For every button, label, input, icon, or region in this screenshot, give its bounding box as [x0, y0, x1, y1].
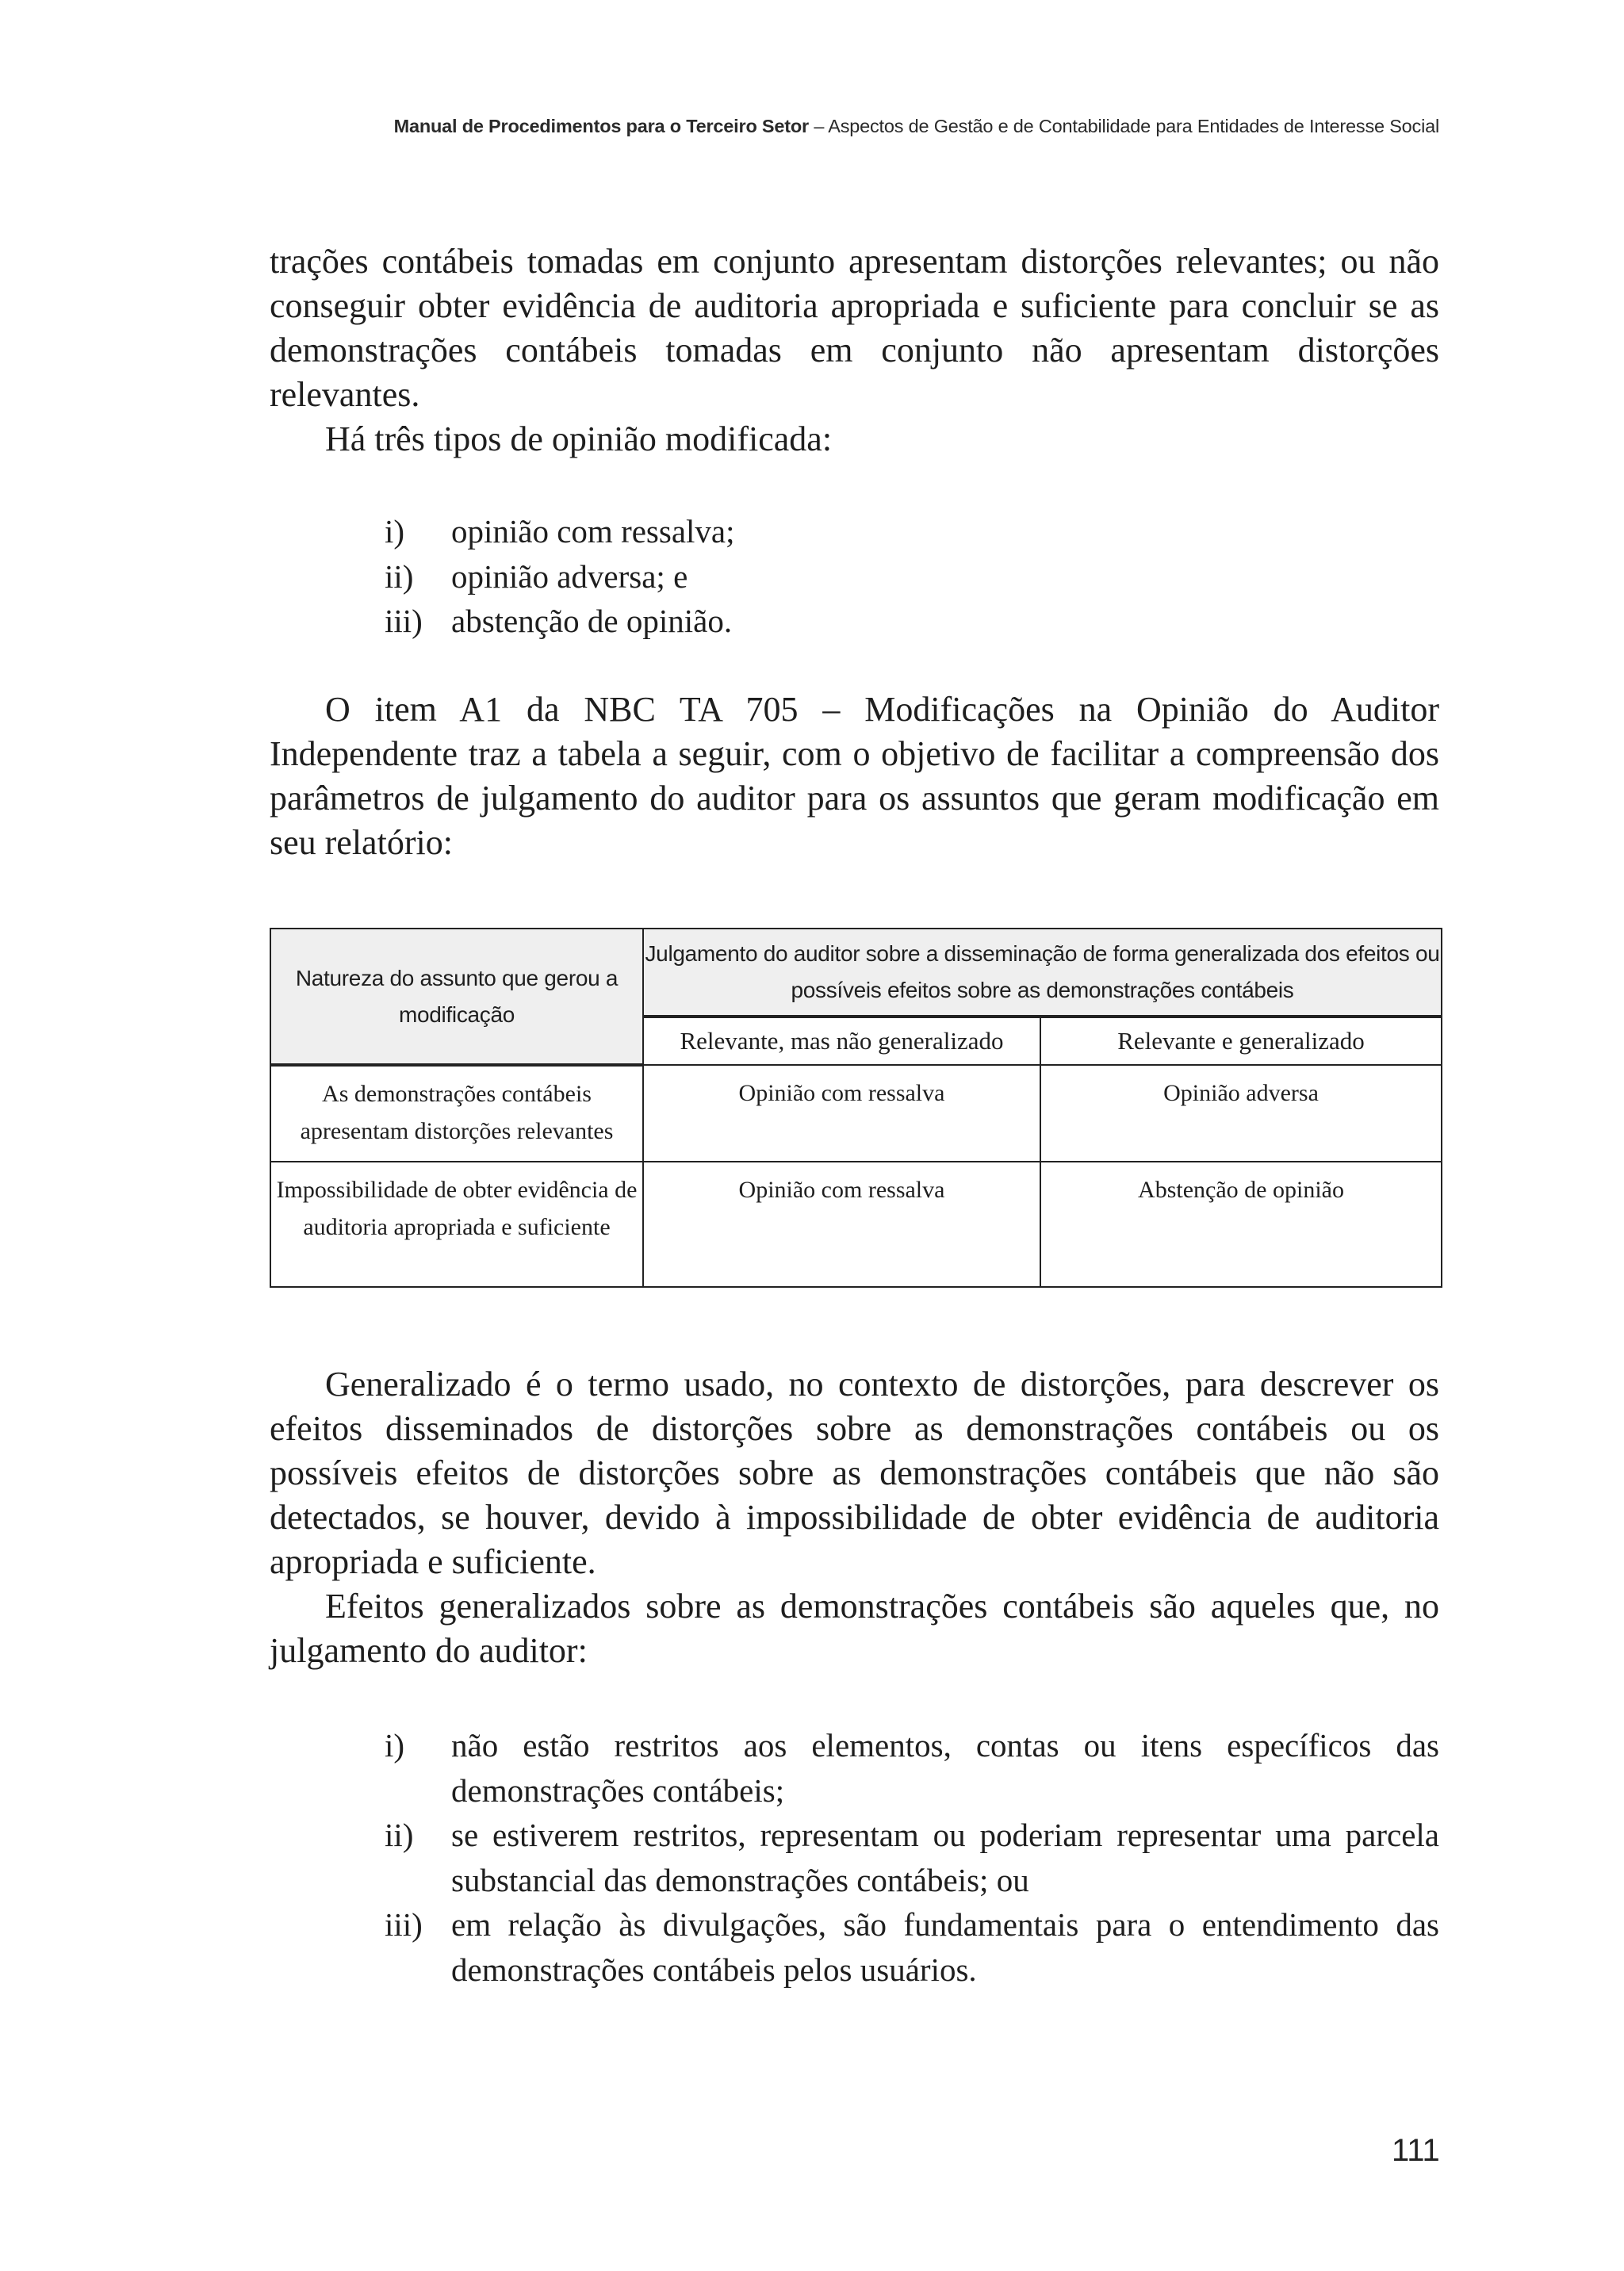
list-item: [385, 599, 1439, 644]
table-cell-nature: As demonstrações contábeis apresentam distorções relevantes: [270, 1065, 643, 1162]
list-item-text: opinião adversa; e: [451, 557, 688, 595]
list-item-number: iii): [385, 603, 423, 639]
table-header-judgment: Julgamento do auditor sobre a disseminação de forma generalizada dos efeitos ou possíveis efeitos sobre as demonstrações contábeis: [643, 929, 1442, 1017]
table-cell-opinion: Opinião com ressalva: [643, 1065, 1040, 1162]
generalized-effects-list: [385, 1723, 1439, 1992]
list-item: [385, 509, 1439, 554]
paragraph-block: [270, 687, 1439, 865]
list-item-text: abstenção de opinião.: [451, 603, 733, 639]
list-item-number: i): [385, 1727, 405, 1764]
table-cell-opinion: Opinião com ressalva: [643, 1162, 1040, 1287]
table-cell-nature: Impossibilidade de obter evidência de auditoria apropriada e suficiente: [270, 1162, 643, 1287]
list-item: [385, 1723, 1439, 1813]
list-item-text: não estão restritos aos elementos, contas ou itens específicos das demonstrações contábeis;: [451, 1727, 1439, 1809]
paragraph: trações contábeis tomadas em conjunto apresentam distorções relevantes; ou não conseguir obter evidência de auditoria apropriada e suficiente para concluir se as demonstrações contábeis tomadas em conjunto não apresentam distorções relevantes.: [270, 242, 1439, 414]
list-item-text: opinião com ressalva;: [451, 513, 735, 550]
opinion-types-list: [385, 509, 1439, 644]
page-number: 111: [1392, 2133, 1440, 2168]
table-row: [270, 1065, 1442, 1162]
table-cell-opinion: Opinião adversa: [1040, 1065, 1442, 1162]
paragraph: O item A1 da NBC TA 705 – Modificações na Opinião do Auditor Independente traz a tabela a seguir, com o objetivo de facilitar a compreensão dos parâmetros de julgamento do auditor para os assuntos que geram modificação em seu relatório:: [270, 690, 1439, 862]
list-item-number: i): [385, 513, 405, 550]
paragraph: Efeitos generalizados sobre as demonstrações contábeis são aqueles que, no julgamento do auditor:: [270, 1587, 1439, 1670]
list-item-number: ii): [385, 1817, 414, 1853]
table-subheader-relevant-not-generalized: Relevante, mas não generalizado: [643, 1017, 1040, 1065]
paragraph: Há três tipos de opinião modificada:: [325, 419, 833, 458]
table-cell-opinion: Abstenção de opinião: [1040, 1162, 1442, 1287]
table-header-nature: Natureza do assunto que gerou a modificação: [270, 929, 643, 1065]
list-item-text: se estiverem restritos, representam ou poderiam representar uma parcela substancial das demonstrações contábeis; ou: [451, 1817, 1439, 1898]
header-title-rest: – Aspectos de Gestão e de Contabilidade para Entidades de Interesse Social: [809, 116, 1439, 136]
header-title-bold: Manual de Procedimentos para o Terceiro Setor: [393, 116, 810, 136]
list-item-number: iii): [385, 1906, 423, 1943]
list-item: [385, 1902, 1439, 1992]
list-item-text: em relação às divulgações, são fundamentais para o entendimento das demonstrações contábeis pelos usuários.: [451, 1906, 1439, 1988]
list-item-number: ii): [385, 557, 414, 595]
paragraph-block: [270, 1362, 1439, 1673]
table-row: [270, 1162, 1442, 1287]
table-subheader-relevant-generalized: Relevante e generalizado: [1040, 1017, 1442, 1065]
auditor-judgment-table: [270, 928, 1442, 1288]
list-item: [385, 554, 1439, 599]
running-header: [393, 116, 1439, 137]
paragraph-continuation: [270, 239, 1439, 461]
list-item: [385, 1813, 1439, 1902]
paragraph: Generalizado é o termo usado, no contexto de distorções, para descrever os efeitos disseminados de distorções sobre as demonstrações contábeis ou os possíveis efeitos de distorções sobre as demonstrações contábeis que não são detectados, se houver, devido à impossibilidade de obter evidência de auditoria apropriada e suficiente.: [270, 1365, 1439, 1581]
